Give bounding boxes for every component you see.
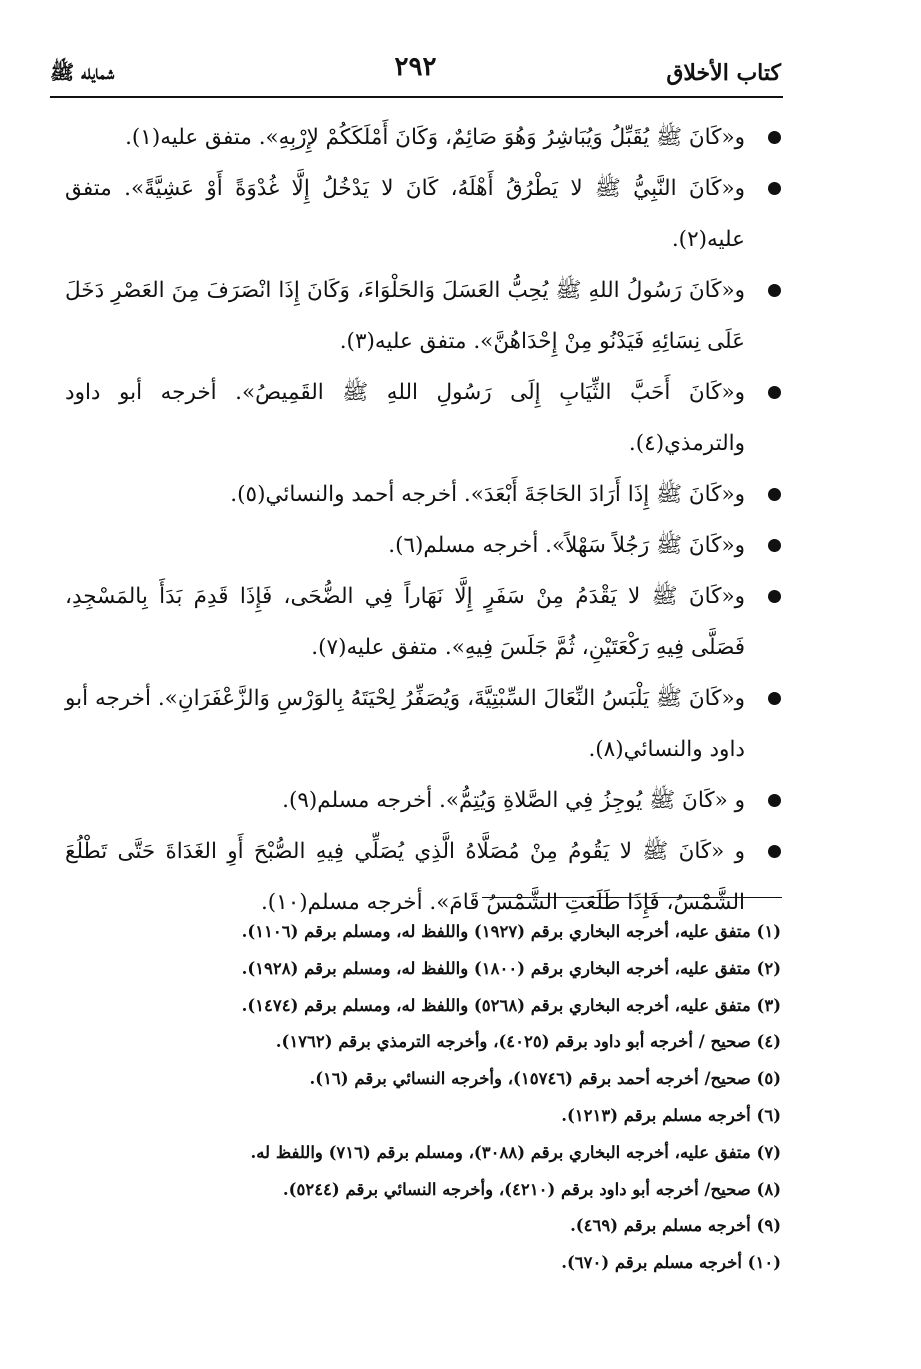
footnote: (٣) متفق عليه، أخرجه البخاري برقم (٥٢٦٨) واللفظ له، ومسلم برقم (١٤٧٤). (241, 995, 781, 1015)
hadith-list (65, 112, 785, 928)
footnote: (٦) أخرجه مسلم برقم (١٢١٣). (561, 1105, 781, 1125)
list-item-text: و«كَانَ ﷺ يُقَبِّلُ وَيُبَاشِرُ وَهُوَ صَائِمٌ، وَكَانَ أَمْلَكَكُمْ لإِرْبِهِ». متفق عليه(١). (125, 125, 745, 150)
page-header (50, 52, 781, 92)
bullet-icon (768, 692, 781, 705)
footnote: (٢) متفق عليه، أخرجه البخاري برقم (١٨٠٠) واللفظ له، ومسلم برقم (١٩٢٨). (241, 958, 781, 978)
list-item (65, 571, 785, 673)
footnote: (٨) صحيح/ أخرجه أبو داود برقم (٤٢١٠)، وأخرجه النسائي برقم (٥٢٤٤). (282, 1179, 781, 1199)
section-title: شمايله ﷺ (50, 60, 115, 84)
bullet-icon (768, 488, 781, 501)
list-item (65, 163, 785, 265)
bullet-icon (768, 845, 781, 858)
footnote: (٤) صحيح / أخرجه أبو داود برقم (٤٠٢٥)، وأخرجه الترمذي برقم (١٧٦٢). (275, 1032, 781, 1052)
list-item (65, 826, 785, 928)
bullet-icon (768, 539, 781, 552)
list-item-text: و «كَانَ ﷺ لا يَقُومُ مِنْ مُصَلَّاهُ الَّذِي يُصَلِّي فِيهِ الصُّبْحَ أَوِ الغَدَاةَ حَتَّى تَطْلُعَ الشَّمْسُ، فَإِذَا طَلَعَتِ الشَّمْسُ قَامَ». أخرجه مسلم(١٠). (65, 839, 745, 915)
list-item-text: و«كَانَ أَحَبَّ الثِّيَابِ إِلَى رَسُولِ اللهِ ﷺ القَمِيصُ». أخرجه أبو داود والترمذي(٤). (65, 380, 745, 456)
footnote: (١) متفق عليه، أخرجه البخاري برقم (١٩٢٧) واللفظ له، ومسلم برقم (١١٠٦). (241, 922, 781, 941)
list-item-text: و«كَانَ رَسُولُ اللهِ ﷺ يُحِبُّ العَسَلَ وَالحَلْوَاءَ، وَكَانَ إِذَا انْصَرَفَ مِنَ العَصْرِ دَخَلَ عَلَى نِسَائِهِ فَيَدْنُو مِنْ إِحْدَاهُنَّ». متفق عليه(٣). (65, 278, 745, 354)
footnote: (٧) متفق عليه، أخرجه البخاري برقم (٣٠٨٨)، ومسلم برقم (٧١٦) واللفظ له. (250, 1142, 781, 1162)
list-item (65, 673, 785, 775)
bullet-icon (768, 590, 781, 603)
page-number: ٢٩٢ (394, 52, 437, 82)
footnotes (81, 914, 781, 1282)
footnote-rule (482, 897, 782, 898)
list-item-text: و«كَانَ ﷺ إِذَا أَرَادَ الحَاجَةَ أَبْعَدَ». أخرجه أحمد والنسائي(٥). (230, 482, 745, 507)
footnote: (٩) أخرجه مسلم برقم (٤٦٩). (570, 1216, 781, 1236)
list-item (65, 112, 785, 163)
bullet-icon (768, 284, 781, 297)
list-item-text: و«كَانَ ﷺ لا يَقْدَمُ مِنْ سَفَرٍ إِلَّا نَهَاراً فِي الضُّحَى، فَإِذَا قَدِمَ بَدَأَ بِالمَسْجِدِ، فَصَلَّى فِيهِ رَكْعَتَيْنِ، ثُمَّ جَلَسَ فِيهِ». متفق عليه(٧). (65, 584, 745, 660)
bullet-icon (768, 794, 781, 807)
list-item-text: و«كَانَ ﷺ يَلْبَسُ النِّعَالَ السِّبْتِيَّةَ، وَيُصَفِّرُ لِحْيَتَهُ بِالوَرْسِ وَالزَّعْفَرَانِ». أخرجه أبو داود والنسائي(٨). (65, 686, 745, 762)
bullet-icon (768, 131, 781, 144)
header-rule (50, 96, 783, 98)
footnote: (١٠) أخرجه مسلم برقم (٦٧٠). (561, 1253, 781, 1273)
list-item (65, 265, 785, 367)
bullet-icon (768, 386, 781, 399)
chapter-title: كتاب الأخلاق (666, 60, 781, 86)
list-item (65, 469, 785, 520)
list-item-text: و«كَانَ النَّبِيُّ ﷺ لا يَطْرُقُ أَهْلَهُ، كَانَ لا يَدْخُلُ إِلَّا غُدْوَةً أَوْ عَشِيَّةً». متفق عليه(٢). (65, 176, 745, 252)
list-item (65, 775, 785, 826)
list-item-text: و «كَانَ ﷺ يُوجِزُ فِي الصَّلاةِ وَيُتِمُّ». أخرجه مسلم(٩). (282, 788, 745, 813)
footnote: (٥) صحيح/ أخرجه أحمد برقم (١٥٧٤٦)، وأخرجه النسائي برقم (١٦). (309, 1069, 781, 1089)
bullet-icon (768, 182, 781, 195)
list-item (65, 367, 785, 469)
list-item-text: و«كَانَ ﷺ رَجُلاً سَهْلاً». أخرجه مسلم(٦). (388, 533, 745, 558)
list-item (65, 520, 785, 571)
